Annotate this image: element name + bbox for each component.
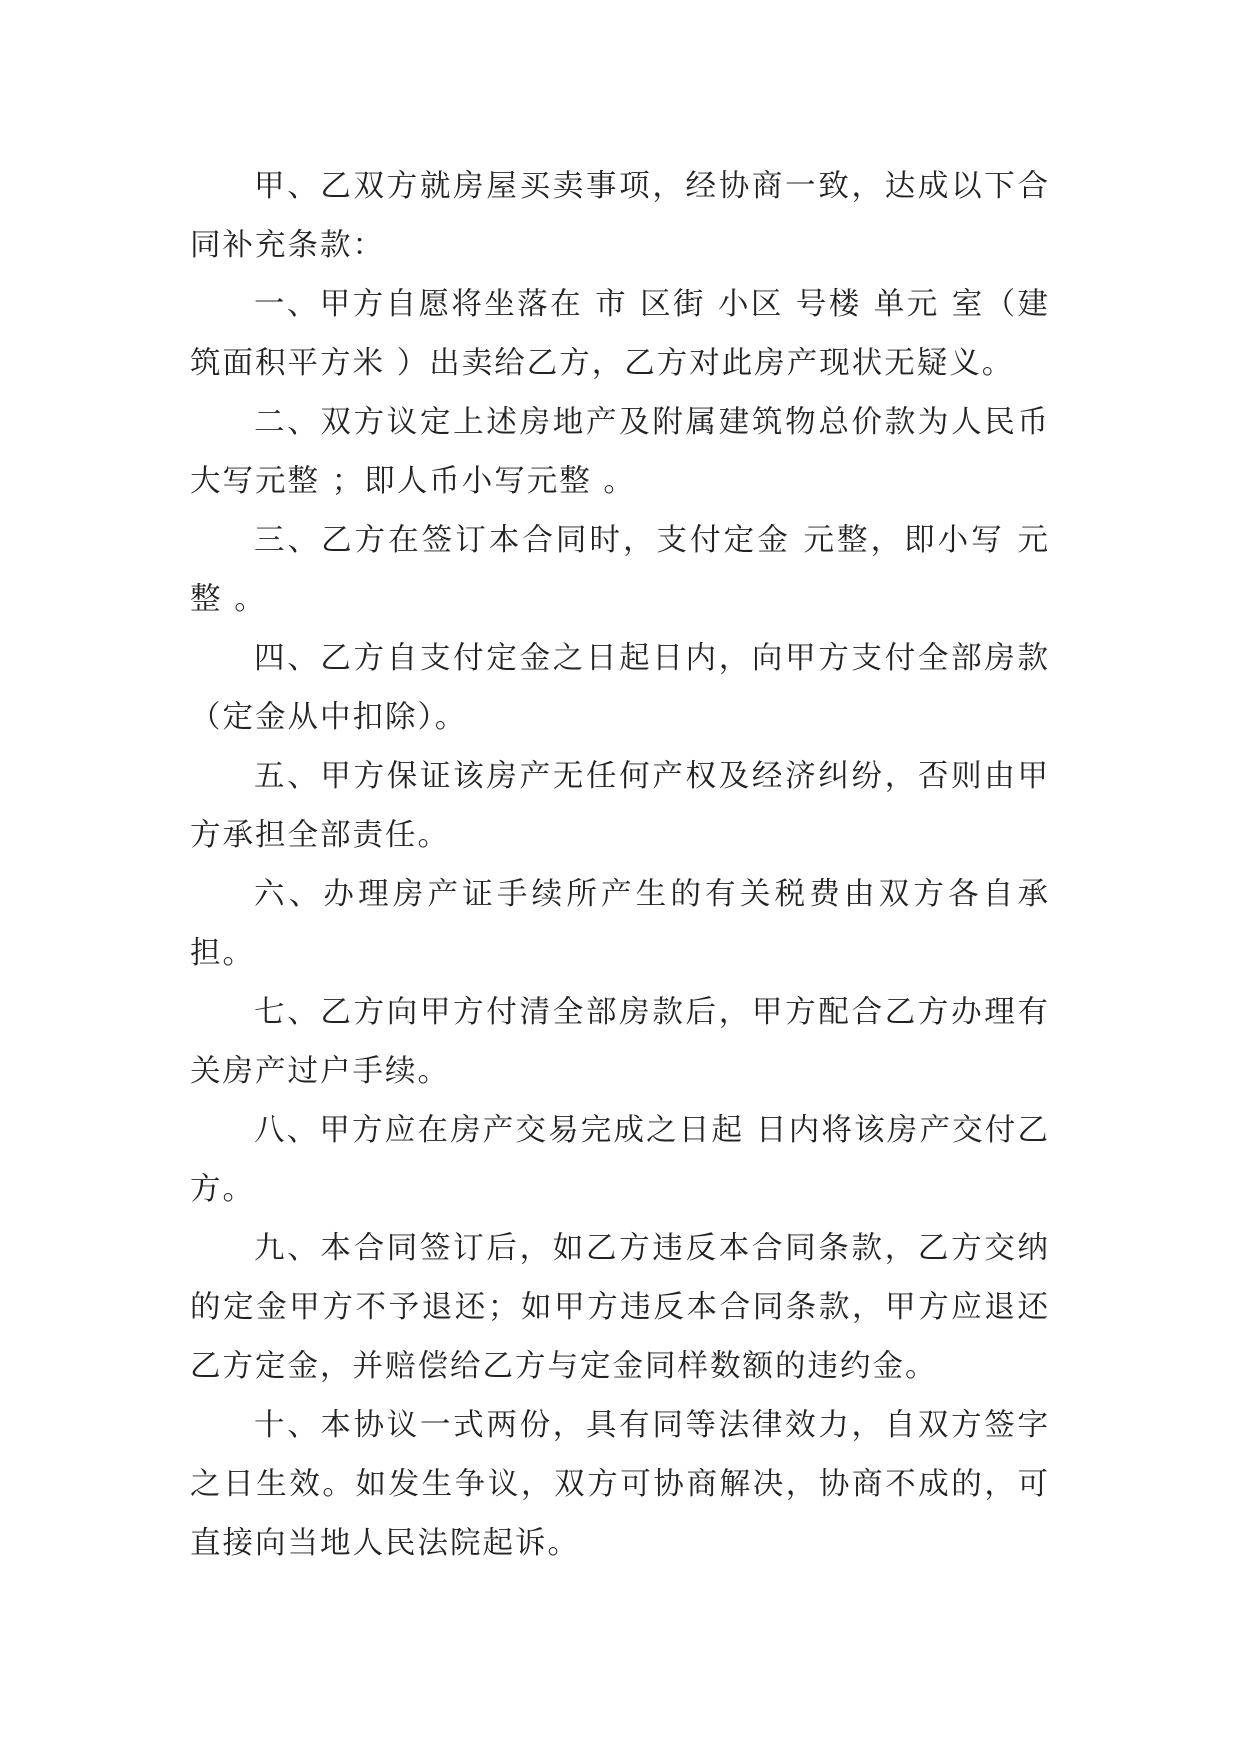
clause-10-paragraph: 十、本协议一式两份，具有同等法律效力，自双方签字之日生效。如发生争议，双方可协商解决，协商不成的，可直接向当地人民法院起诉。 [190,1408,1050,1561]
clause-6-paragraph: 六、办理房产证手续所产生的有关税费由双方各自承担。 [190,877,1050,971]
clause-2-paragraph: 二、双方议定上述房地产及附属建筑物总价款为人民币大写元整 ；即人币小写元整 。 [190,405,1050,499]
clause-4-paragraph: 四、乙方自支付定金之日起日内，向甲方支付全部房款（定金从中扣除）。 [190,641,1050,735]
clause-1-paragraph: 一、甲方自愿将坐落在 市 区街 小区 号楼 单元 室（建筑面积平方米 ）出卖给乙方，乙方对此房产现状无疑义。 [190,287,1050,381]
clause-8-paragraph: 八、甲方应在房产交易完成之日起 日内将该房产交付乙方。 [190,1113,1050,1207]
intro-paragraph: 甲、乙双方就房屋买卖事项，经协商一致，达成以下合同补充条款： [190,169,1050,263]
clause-5-paragraph: 五、甲方保证该房产无任何产权及经济纠纷，否则由甲方承担全部责任。 [190,759,1050,853]
contract-body [190,157,1050,1573]
clause-7-paragraph: 七、乙方向甲方付清全部房款后，甲方配合乙方办理有关房产过户手续。 [190,995,1050,1089]
clause-9-paragraph: 九、本合同签订后，如乙方违反本合同条款，乙方交纳的定金甲方不予退还；如甲方违反本合同条款，甲方应退还乙方定金，并赔偿给乙方与定金同样数额的违约金。 [190,1231,1050,1384]
clause-3-paragraph: 三、乙方在签订本合同时，支付定金 元整，即小写 元整 。 [190,523,1050,617]
